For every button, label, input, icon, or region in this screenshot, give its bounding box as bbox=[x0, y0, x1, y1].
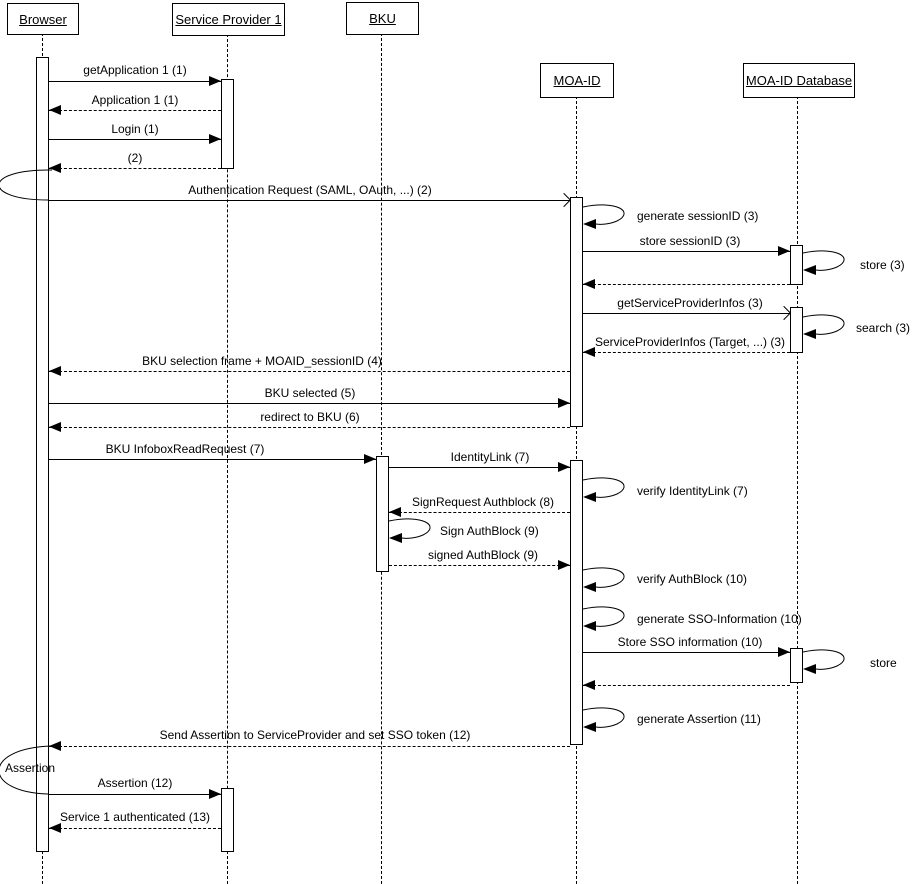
activation-moa-id-b bbox=[570, 460, 583, 745]
message-label: Application 1 (1) bbox=[91, 93, 179, 107]
message-label: Login (1) bbox=[111, 122, 159, 136]
message-line bbox=[389, 512, 570, 513]
message-label: SignRequest Authblock (8) bbox=[411, 495, 555, 509]
activation-database-a bbox=[790, 245, 803, 285]
actor-label-moa-id-database: MOA-ID Database bbox=[745, 73, 853, 88]
return-line bbox=[583, 685, 790, 686]
activation-database-b bbox=[790, 307, 803, 353]
arrowhead-icon bbox=[389, 507, 401, 517]
self-message-label: store bbox=[870, 656, 897, 670]
arrowhead-icon bbox=[778, 246, 790, 256]
activation-bku bbox=[376, 456, 389, 572]
open-arrowhead-icon bbox=[557, 193, 571, 207]
message-line bbox=[583, 652, 790, 653]
message-line bbox=[49, 403, 570, 404]
message-label: Authentication Request (SAML, OAuth, ...) (2) bbox=[188, 183, 432, 197]
message-line bbox=[49, 746, 570, 747]
arrowhead-icon bbox=[558, 560, 570, 570]
message-label: Assertion (12) bbox=[97, 776, 173, 790]
message-label: redirect to BKU (6) bbox=[260, 410, 360, 424]
message-label: Store SSO information (10) bbox=[617, 635, 763, 649]
arrowhead-icon bbox=[778, 647, 790, 657]
message-label: getServiceProviderInfos (3) bbox=[617, 296, 763, 310]
arrowhead-icon bbox=[558, 462, 570, 472]
message-label: Service 1 authenticated (13) bbox=[59, 810, 211, 824]
self-message-label: generate SSO-Information (10) bbox=[637, 612, 802, 626]
arrowhead-icon bbox=[583, 347, 595, 357]
message-line bbox=[389, 565, 570, 566]
self-loop-icon bbox=[803, 649, 855, 677]
actor-label-moa-id: MOA-ID bbox=[553, 73, 601, 88]
self-loop-icon bbox=[583, 477, 635, 505]
message-line bbox=[49, 459, 376, 460]
arrowhead-icon bbox=[209, 134, 221, 144]
lifeline-moa-id-database bbox=[797, 96, 798, 884]
message-line bbox=[583, 352, 790, 353]
self-loop-icon bbox=[803, 250, 855, 278]
message-label: BKU selection frame + MOAID_sessionID (4) bbox=[142, 354, 382, 368]
arrowhead-icon bbox=[209, 76, 221, 86]
arrowhead-icon bbox=[49, 422, 61, 432]
message-line bbox=[49, 371, 570, 372]
return-line bbox=[583, 284, 790, 285]
actor-box-moa-id bbox=[540, 63, 614, 98]
message-line bbox=[49, 200, 570, 201]
actor-box-bku bbox=[346, 2, 419, 35]
message-line bbox=[49, 168, 221, 169]
arrowhead-icon bbox=[49, 823, 61, 833]
self-message-label: generate sessionID (3) bbox=[637, 209, 759, 223]
message-label: BKU InfoboxReadRequest (7) bbox=[105, 442, 265, 456]
message-label: signed AuthBlock (9) bbox=[427, 548, 539, 562]
message-label: IdentityLink (7) bbox=[450, 450, 530, 464]
message-line bbox=[49, 427, 570, 428]
activation-service-provider-1-b bbox=[221, 788, 234, 852]
actor-label-service-provider-1: Service Provider 1 bbox=[175, 12, 282, 27]
actor-box-moa-id-database bbox=[743, 63, 855, 98]
self-loop-icon bbox=[583, 567, 635, 595]
self-loop-icon bbox=[583, 707, 635, 735]
self-loop-icon bbox=[389, 518, 441, 546]
self-message-label: generate Assertion (11) bbox=[637, 712, 761, 726]
self-loop-icon bbox=[583, 204, 635, 232]
message-label: (2) bbox=[127, 151, 143, 165]
found-message-arc-top bbox=[0, 166, 54, 204]
self-message-label: Sign AuthBlock (9) bbox=[440, 524, 539, 538]
arrowhead-icon bbox=[49, 105, 61, 115]
arrowhead-icon bbox=[209, 789, 221, 799]
message-line bbox=[49, 828, 221, 829]
message-line bbox=[389, 467, 570, 468]
arrowhead-icon bbox=[49, 741, 61, 751]
actor-label-bku: BKU bbox=[369, 11, 396, 26]
actor-box-service-provider-1 bbox=[172, 3, 285, 36]
arrowhead-icon bbox=[49, 366, 61, 376]
message-label: getApplication 1 (1) bbox=[83, 63, 187, 77]
arrowhead-icon bbox=[583, 279, 595, 289]
actor-box-browser bbox=[7, 3, 79, 35]
message-line bbox=[49, 81, 221, 82]
message-line bbox=[49, 139, 221, 140]
self-loop-icon bbox=[583, 606, 635, 634]
message-label: ServiceProviderInfos (Target, ...) (3) bbox=[594, 335, 786, 349]
message-label: Send Assertion to ServiceProvider and set SSO token (12) bbox=[159, 728, 471, 742]
self-loop-icon bbox=[803, 314, 855, 342]
message-label: BKU selected (5) bbox=[264, 386, 356, 400]
self-message-label: verify AuthBlock (10) bbox=[637, 572, 748, 586]
open-arrowhead-icon bbox=[777, 306, 791, 320]
assertion-floating-label: Assertion bbox=[5, 761, 56, 775]
message-line bbox=[49, 794, 221, 795]
activation-moa-id-a bbox=[570, 197, 583, 427]
activation-database-c bbox=[790, 648, 803, 683]
self-message-label: search (3) bbox=[856, 321, 911, 335]
activation-service-provider-1-a bbox=[221, 79, 234, 169]
arrowhead-icon bbox=[558, 398, 570, 408]
self-message-label: verify IdentityLink (7) bbox=[637, 484, 748, 498]
message-line bbox=[49, 110, 221, 111]
message-label: store sessionID (3) bbox=[639, 234, 741, 248]
message-line bbox=[583, 251, 790, 252]
arrowhead-icon bbox=[49, 163, 61, 173]
self-message-label: store (3) bbox=[860, 258, 905, 272]
message-line bbox=[583, 313, 790, 314]
arrowhead-icon bbox=[364, 454, 376, 464]
arrowhead-icon bbox=[583, 680, 595, 690]
actor-label-browser: Browser bbox=[19, 11, 67, 27]
